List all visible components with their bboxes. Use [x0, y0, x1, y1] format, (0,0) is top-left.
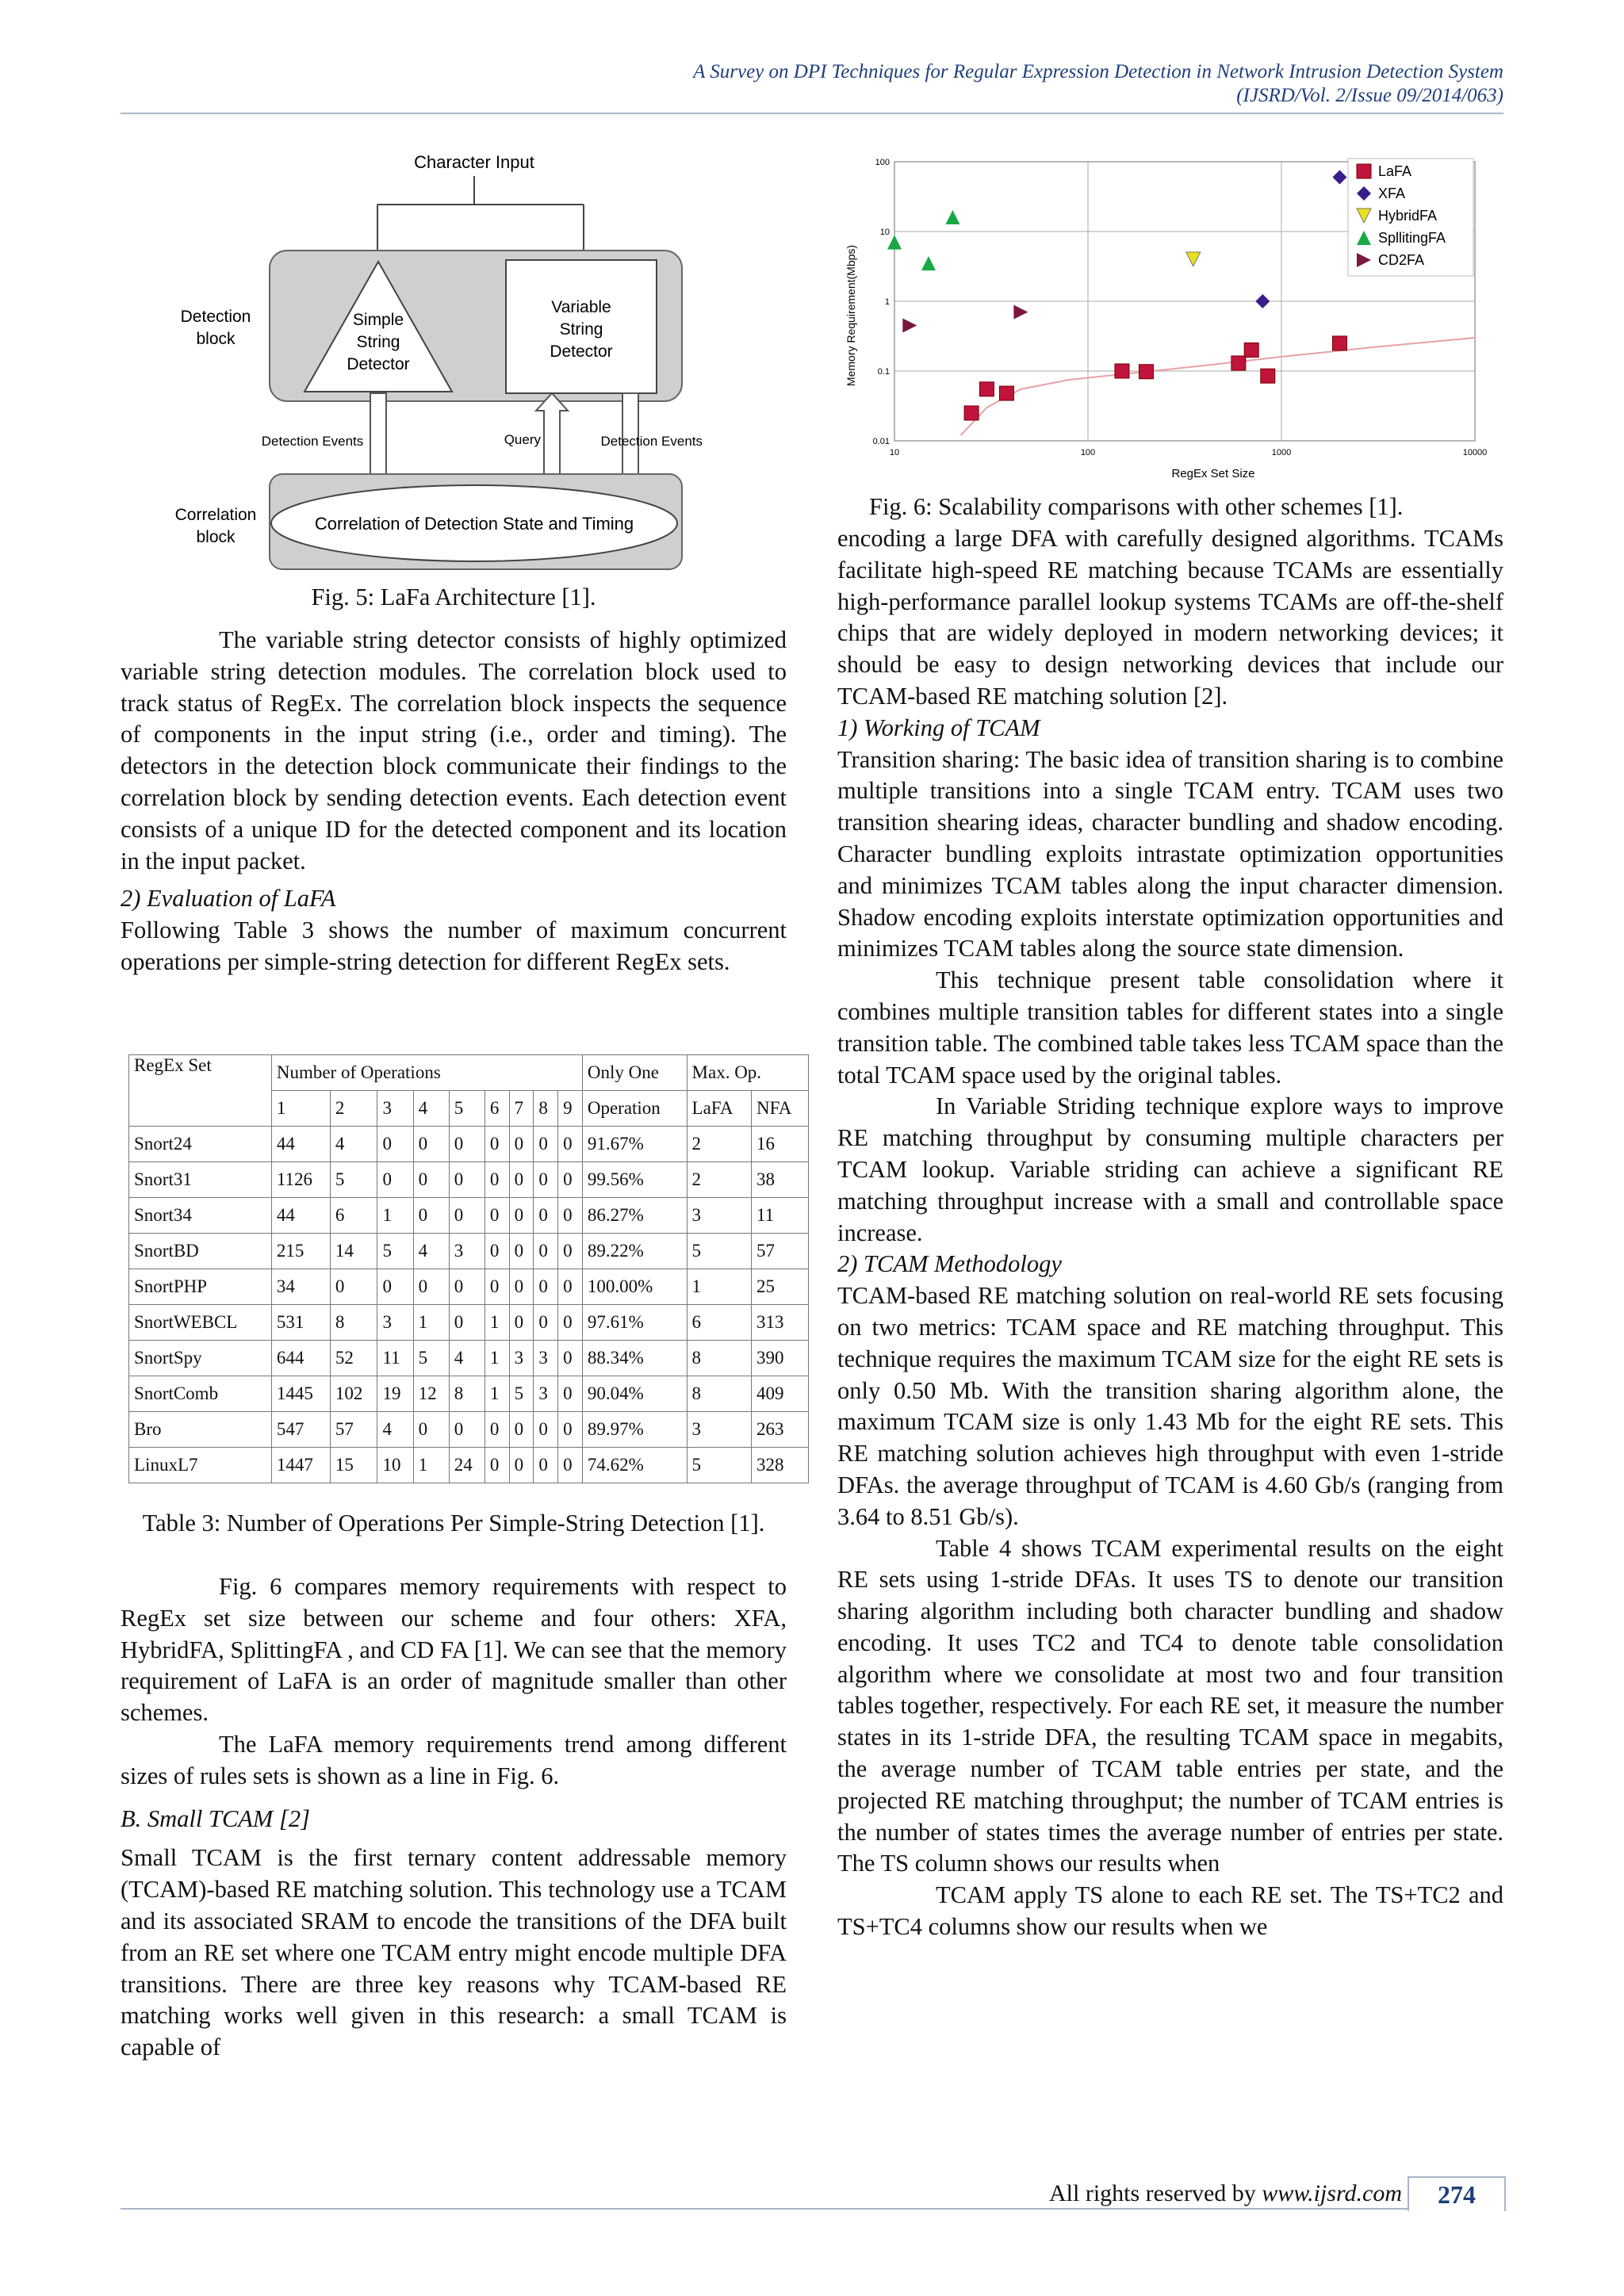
paragraph: The LaFA memory requirements trend among different sizes of rules sets is shown as a line in Fig. 6. [121, 1730, 787, 1789]
fig6-point-lafa [1332, 336, 1346, 350]
table-header-row: RegEx Set Number of Operations Only One Max. Op. [129, 1055, 809, 1091]
section-heading-evaluation: 2) Evaluation of LaFA [121, 885, 336, 913]
fig6-caption: Fig. 6: Scalability comparisons with other schemes [1]. [869, 493, 1404, 520]
table-row: SnortBD 215 14 5 4 3 0 0 0 0 89.22% 5 57 [129, 1234, 809, 1269]
svg-text:Detector: Detector [550, 342, 613, 361]
correlation-block-label: Correlation [174, 506, 257, 524]
fig6-x-tick-label: 100 [1080, 448, 1096, 457]
paragraph: TCAM apply TS alone to each RE set. The TS+TC2 and TS+TC4 columns show our results when we [837, 1881, 1503, 1941]
paragraph: Transition sharing: The basic idea of transition sharing is to combine multiple transitions into a single TCAM entry. TCAM uses two transition shearing ideas, character bundling and shadow encoding. Character bundling exploits intrastate optimization opportunities and minimizes TCAM tables along the input character dimension. Shadow encoding exploits interstate optimization opportunities and minimizes TCAM tables along the source state dimension. [837, 745, 1503, 962]
fig6-legend-label: HybridFA [1378, 208, 1438, 224]
fig6-point-lafa [1139, 365, 1153, 379]
svg-text:Simple: Simple [352, 311, 404, 329]
correlation-text: Correlation of Detection State and Timing [314, 514, 634, 534]
table-row: SnortComb 1445 102 19 12 8 1 5 3 0 90.04% 8 409 [129, 1376, 809, 1412]
fig6-point-lafa [999, 386, 1013, 400]
fig6-y-axis-label: Memory Requirement(Mbps) [845, 244, 857, 387]
running-header-journal: (IJSRD/Vol. 2/Issue 09/2014/063) [1236, 85, 1503, 106]
paragraph: The variable string detector consists of highly optimized variable string detection modules. The correlation block used to track status of RegEx. The correlation block inspects the sequence of components in the input string (i.e., order and timing). The detectors in the detection block communicate their findings to the correlation block by sending detection events. Each detection event consists of a unique ID for the detected component and its location in the input packet. [121, 626, 787, 874]
footer-rule [121, 2208, 1408, 2210]
detection-block-label: Detection [180, 308, 251, 326]
left-column-top [121, 625, 787, 978]
fig6-x-tick-label: 10000 [1462, 448, 1488, 457]
table-row: LinuxL7 1447 15 10 1 24 0 0 0 0 74.62% 5 328 [129, 1448, 809, 1483]
svg-text:String: String [559, 320, 603, 339]
footer-site-link[interactable]: www.ijsrd.com [1262, 2180, 1402, 2206]
svg-text:String: String [356, 333, 400, 351]
table-row: Snort24 44 4 0 0 0 0 0 0 0 91.67% 2 16 [129, 1127, 809, 1162]
table-3-caption: Table 3: Number of Operations Per Simple-String Detection [1]. [142, 1510, 765, 1536]
paragraph: Small TCAM is the first ternary content addressable memory (TCAM)-based RE matching solution. This technology use a TCAM and its associated SRAM to encode the transitions of the DFA built from an RE set where one TCAM entry might encode multiple DFA transitions. There are three key reasons why TCAM-based RE matching works well given in this research: a small TCAM is capable of [121, 1844, 787, 2061]
fig6-point-lafa [964, 406, 979, 420]
fig6-x-tick-label: 10 [889, 448, 900, 457]
table-row: Bro 547 57 4 0 0 0 0 0 0 89.97% 3 263 [129, 1412, 809, 1448]
table-3 [128, 1054, 809, 1483]
fig6-x-tick-label: 1000 [1271, 448, 1292, 457]
paragraph: encoding a large DFA with carefully designed algorithms. TCAMs facilitate high-speed RE matching because TCAMs are essentially high-performance parallel lookup systems TCAMs are off-the-shelf chips that are widely deployed in modern networking devices; it should be easy to design networking devices that include our TCAM-based RE matching solution [2]. [837, 525, 1503, 710]
fig6-point-lafa [1231, 356, 1246, 370]
fig6-legend-label: SpllitingFA [1378, 230, 1446, 246]
table-row: Snort34 44 6 1 0 0 0 0 0 0 86.27% 3 11 [129, 1198, 809, 1234]
detection-events-left-label: Detection Events [261, 434, 364, 449]
paragraph: Fig. 6 compares memory requirements with respect to RegEx set size between our scheme and four others: XFA, HybridFA, SplittingFA , and CD FA [1]. We can see that the memory requirement of LaFA is an order of magnitude smaller than other schemes. [121, 1573, 787, 1727]
section-heading-small-tcam: B. Small TCAM [2] [121, 1804, 310, 1832]
section-heading-working-of-tcam: 1) Working of TCAM [837, 714, 1040, 741]
fig6-legend-label: XFA [1378, 186, 1406, 201]
fig6-y-tick-label: 10 [879, 228, 890, 237]
fig6-y-tick-label: 0.1 [877, 367, 890, 377]
table-row: Snort31 1126 5 0 0 0 0 0 0 0 99.56% 2 38 [129, 1162, 809, 1198]
paragraph: In Variable Striding technique explore ways to improve RE matching throughput by consuming multiple characters per TCAM lookup. Variable striding can achieve a significant RE matching throughput increase with a small and controllable space increase. [837, 1093, 1503, 1246]
fig6-x-axis-label: RegEx Set Size [1171, 467, 1255, 480]
fig6-y-tick-label: 1 [884, 297, 890, 307]
right-column [837, 523, 1503, 1943]
footer-rights: All rights reserved by www.ijsrd.com [1049, 2180, 1402, 2206]
svg-text:block: block [196, 330, 236, 348]
detection-events-right-label: Detection Events [600, 434, 703, 449]
page-number: 274 [1408, 2176, 1506, 2211]
table-subheader-row: 1 2 3 4 5 6 7 8 9 Operation LaFA NFA [129, 1091, 809, 1127]
fig6-point-lafa [1244, 343, 1258, 358]
left-column-bottom [121, 1571, 787, 2064]
fig6-scalability-chart [841, 149, 1503, 482]
paragraph: This technique present table consolidation where it combines multiple transition tables for different states into a single transition table. The combined table takes less TCAM space than the total TCAM space used by the original tables. [837, 966, 1503, 1089]
fig6-legend-label: LaFA [1378, 163, 1412, 179]
fig6-legend-label: CD2FA [1378, 252, 1425, 268]
paragraph: Table 4 shows TCAM experimental results on the eight RE sets using 1-stride DFAs. It uses TS to denote our transition sharing algorithm including both character bundling and shadow encoding. It uses TC2 and TC4 to denote table consolidation algorithm where we consolidate at most two and four transition tables together, respectively. For each RE set, it measure the number states in its 1-stride DFA, the resulting TCAM space in megabits, the average number of TCAM table entries per state, and the projected RE matching throughput; the number of TCAM entries is the number of states times the average number of entries per state. The TS column shows our results when [837, 1534, 1503, 1877]
running-header-title: A Survey on DPI Techniques for Regular Expression Detection in Network Intrusion Detection System [693, 61, 1503, 82]
header-rule [121, 113, 1503, 114]
svg-text:Detector: Detector [347, 355, 410, 373]
paragraph: Following Table 3 shows the number of maximum concurrent operations per simple-string detection for different RegEx sets. [121, 916, 787, 975]
fig5-character-input-label: Character Input [414, 152, 534, 172]
fig6-point-lafa [1261, 369, 1275, 383]
fig5-caption: Fig. 5: LaFa Architecture [1]. [311, 584, 596, 610]
fig6-y-tick-label: 0.01 [872, 437, 890, 446]
table-row: SnortSpy 644 52 11 5 4 1 3 3 0 88.34% 8 390 [129, 1341, 809, 1376]
paragraph: TCAM-based RE matching solution on real-world RE sets focusing on two metrics: TCAM space and RE matching throughput. This technique requires the maximum TCAM size for the eight RE sets is only 0.50 Mb. With the transition sharing algorithm alone, the maximum TCAM size is only 1.43 Mb for the eight RE sets. This RE matching solution achieves high throughput with even 1-stride DFAs. the average throughput of TCAM is 4.60 Gb/s (ranging from 3.64 to 8.51 Gb/s). [837, 1282, 1503, 1530]
fig6-y-tick-label: 100 [875, 158, 890, 167]
svg-text:Variable: Variable [551, 298, 611, 316]
query-label: Query [504, 432, 541, 447]
table-row: SnortPHP 34 0 0 0 0 0 0 0 0 100.00% 1 25 [129, 1269, 809, 1305]
table-row: SnortWEBCL 531 8 3 1 0 1 0 0 0 97.61% 6 313 [129, 1305, 809, 1341]
fig6-legend-marker [1357, 164, 1371, 178]
fig6-point-lafa [979, 382, 994, 396]
fig6-point-lafa [1115, 364, 1129, 378]
section-heading-tcam-methodology: 2) TCAM Methodology [837, 1250, 1062, 1278]
fig5-lafa-architecture-diagram [159, 143, 714, 571]
svg-text:block: block [196, 528, 236, 546]
